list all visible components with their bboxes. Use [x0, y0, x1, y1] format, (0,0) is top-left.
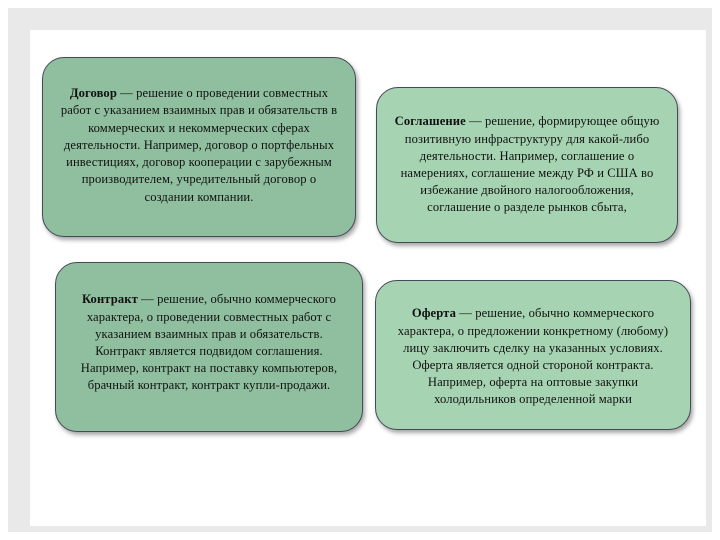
card-dogovor-text	[59, 85, 339, 205]
card-soglashenie-term: Соглашение	[394, 114, 466, 129]
card-oferta-text	[390, 305, 676, 408]
card-kontrakt-term: Контракт	[81, 292, 138, 307]
card-soglashenie	[376, 87, 678, 243]
card-oferta	[375, 280, 691, 430]
card-dogovor-definition: — решение о проведении совместных работ с указанием взаимных прав и обязательств в коммерческих и некоммерческих сферах деятельности. Например, договор о портфельных инвестициях, договор кооперации с зарубежным производителем, учредительный договор о создании компании.	[60, 86, 338, 204]
card-kontrakt-text	[70, 291, 348, 394]
card-soglashenie-definition: — решение, формирующее общую позитивную инфраструктуру для какой-либо деятельности. Например, соглашение о намерениях, соглашение между РФ и США во избежание двойного налогообложения, соглашение о разделе рынков сбыта,	[400, 114, 660, 215]
card-dogovor	[42, 57, 356, 237]
card-kontrakt-definition: — решение, обычно коммерческого характера, о проведении совместных работ с указанием взаимных прав и обязательств. Контракт является подвидом соглашения. Например, контракт на поставку компьютеров, брачный контракт, контракт купли-продажи.	[80, 292, 338, 393]
card-kontrakt	[55, 262, 363, 432]
card-oferta-term: Оферта	[411, 306, 457, 321]
card-dogovor-term: Договор	[69, 86, 117, 101]
card-soglashenie-text	[387, 113, 667, 216]
card-oferta-definition: — решение, обычно коммерческого характера, о предложении конкретному (любому) лицу заключить сделку на указанных условиях. Оферта является одной стороной контракта. Например, оферта на оптовые закупки холодильников определенной марки	[397, 306, 669, 407]
